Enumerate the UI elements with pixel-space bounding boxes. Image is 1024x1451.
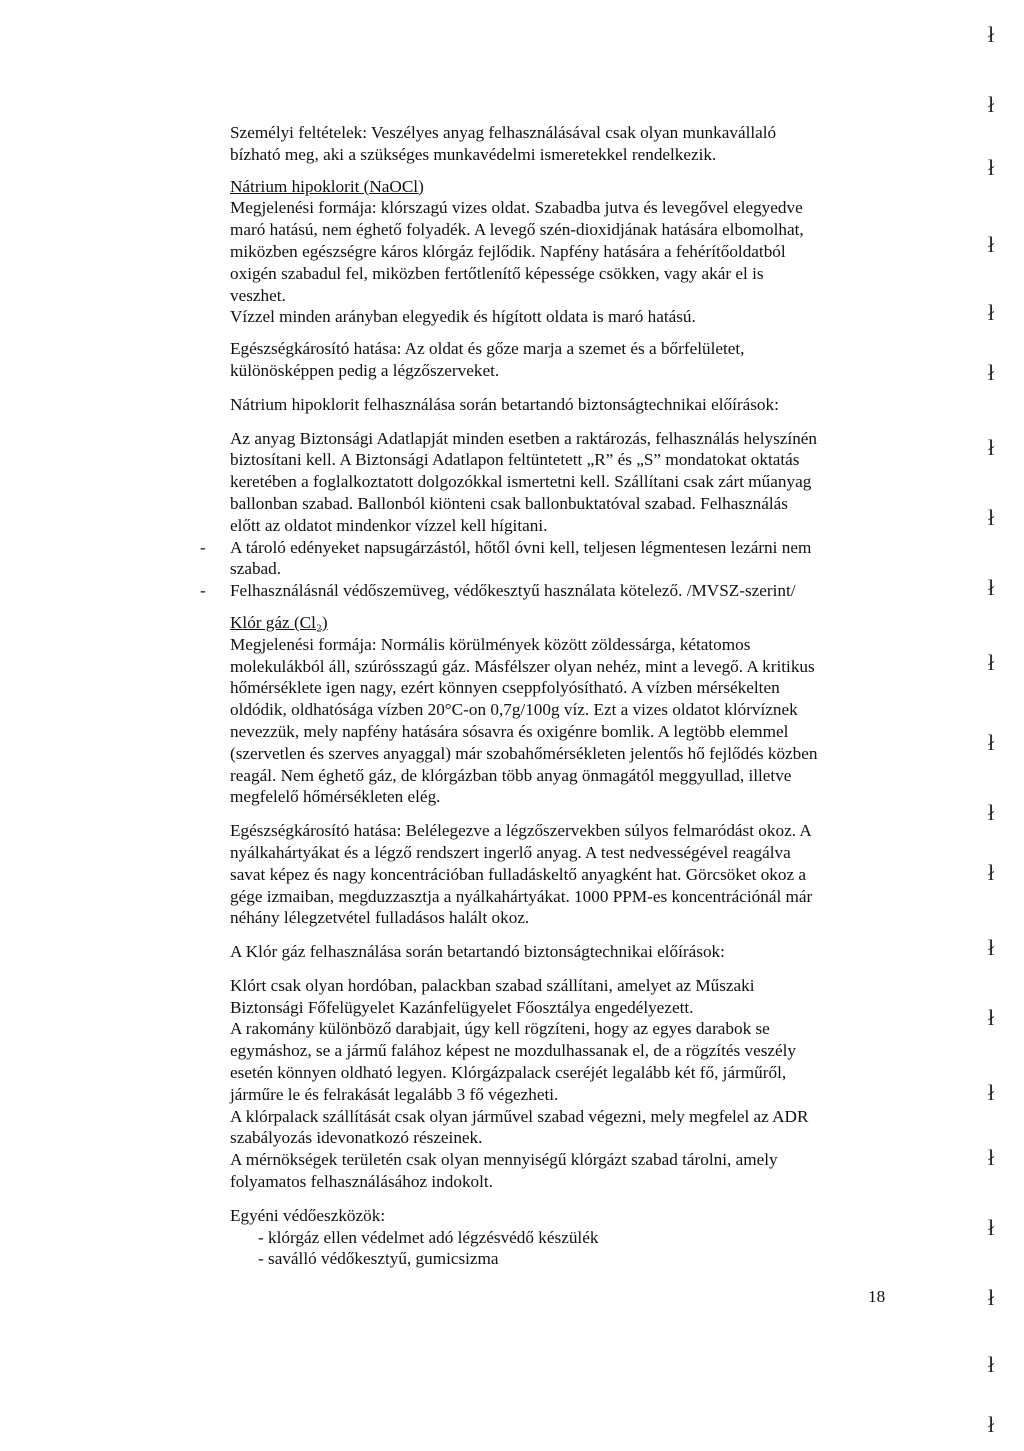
scan-artifact-mark: ł (988, 1080, 995, 1105)
text-line: veszhet. (230, 285, 286, 305)
text-line: ballonban szabad. Ballonból kiönteni csak ballonbuktatóval szabad. Felhasználás (230, 493, 788, 513)
chlorine-heading: Klór gáz (Cl₂) (230, 612, 328, 632)
scan-artifact-mark: ł (988, 650, 995, 675)
intro-paragraph (230, 122, 912, 166)
text-line: Vízzel minden arányban elegyedik és hígított oldata is maró hatású. (230, 307, 696, 327)
scan-artifact-mark: ł (988, 232, 995, 257)
dash-bullet: - (200, 581, 206, 601)
text-line: molekulákból áll, szúrósszagú gáz. Másfélszer olyan nehéz, mint a levegő. A kritikus (230, 656, 815, 676)
text-line: oxigén szabadul fel, miközben fertőtlenítő képessége csökken, vagy akár el is (230, 263, 764, 283)
text-line: keretében a foglalkoztatott dolgozókkal ismertetni kell. Szállítani csak zárt műanyag (230, 472, 812, 492)
chlorine-rules-title: A Klór gáz felhasználása során betartandó biztonságtechnikai előírások: (230, 942, 725, 962)
text-line: Biztonsági Főfelügyelet Kazánfelügyelet Főosztálya engedélyezett. (230, 997, 694, 1017)
text-line: szabályozás idevonatkozó részeinek. (230, 1128, 483, 1148)
text-line: megfelelő hőmérsékleten elég. (230, 787, 441, 807)
text-line: Személyi feltételek: Veszélyes anyag felhasználásával csak olyan munkavállaló (230, 123, 777, 142)
text-line: A tároló edényeket napsugárzástól, hőtől óvni kell, teljesen légmentesen lezárni nem (230, 537, 812, 557)
naocl-heading: Nátrium hipoklorit (NaOCl) (230, 176, 424, 196)
naocl-dash-item-protection (200, 580, 912, 602)
text-line: maró hatású, nem éghető folyadék. A levegő szén-dioxidjának hatására elbomolhat, (230, 220, 804, 240)
text-line: néhány lélegzetvétel fulladásos halált okoz. (230, 908, 530, 928)
text-line: gége izmaiban, megduzzasztja a nyálkahártyákat. 1000 PPM-es koncentrációnál már (230, 886, 813, 906)
scan-artifact-mark: ł (988, 22, 995, 47)
scan-artifact-mark: ł (988, 935, 995, 960)
scan-artifact-mark: ł (988, 92, 995, 117)
text-line: különösképpen pedig a légzőszerveket. (230, 360, 500, 380)
naocl-rules-title: Nátrium hipoklorit felhasználása során betartandó biztonságtechnikai előírások: (230, 394, 779, 414)
text-line: folyamatos felhasználásához indokolt. (230, 1172, 493, 1192)
ppe-title: Egyéni védőeszközök: (230, 1205, 386, 1225)
text-line: Az anyag Biztonsági Adatlapját minden esetben a raktározás, felhasználás helyszínén (230, 428, 818, 448)
scan-artifact-mark: ł (988, 155, 995, 180)
text-line: előtt az oldatot mindenkor vízzel kell hígitani. (230, 515, 548, 535)
text-line: oldódik, oldhatósága vízben 20°C-on 0,7g/100g víz. Ezt a vizes oldatot klórvíznek (230, 700, 798, 720)
text-line: Felhasználásnál védőszemüveg, védőkesztyű használata kötelező. /MVSZ-szerint/ (230, 581, 796, 601)
text-line: biztosítani kell. A Biztonsági Adatlapon feltüntetett „R” és „S” mondatokat oktatás (230, 450, 800, 470)
scan-artifact-mark: ł (988, 1215, 995, 1240)
naocl-dash-item-storage (200, 537, 912, 581)
scan-artifact-mark: ł (988, 505, 995, 530)
text-line: A klórpalack szállítását csak olyan járművel szabad végezni, mely megfelel az ADR (230, 1106, 809, 1126)
chlorine-rules (230, 975, 912, 1193)
text-line: Egészségkárosító hatása: Belélegezve a légzőszervekben súlyos felmaródást okoz. A (230, 821, 812, 841)
text-line: reagál. Nem éghető gáz, de klórgázban több anyag önmagától meggyullad, illetve (230, 765, 792, 785)
text-line: hőmérséklete igen nagy, ezért könnyen cseppfolyósítható. A vízben mérsékelten (230, 678, 780, 698)
text-line: bízható meg, aki a szükséges munkavédelmi ismeretekkel rendelkezik. (230, 144, 717, 164)
text-line: esetén könnyen oldható legyen. Klórgázpalack cseréjét legalább két fő, járműről, (230, 1063, 787, 1083)
chlorine-description (230, 634, 912, 808)
text-line: Egészségkárosító hatása: Az oldat és gőze marja a szemet és a bőrfelületet, (230, 339, 745, 359)
list-item: - saválló védőkesztyű, gumicsizma (258, 1249, 499, 1269)
text-line: Megjelenési formája: klórszagú vizes oldat. Szabadba jutva és levegővel elegyedve (230, 198, 803, 218)
text-line: egymáshoz, se a jármű falához képest ne mozdulhassanak el, de a rögzítés veszély (230, 1041, 797, 1061)
scan-artifact-mark: ł (988, 1412, 995, 1437)
page-number: 18 (868, 1287, 886, 1306)
scan-artifact-mark: ł (988, 435, 995, 460)
text-line: (szervetlen és szerves anyaggal) már szobahőmérsékleten jelentős hő fejlődés közben (230, 743, 818, 763)
scan-artifact-mark: ł (988, 1005, 995, 1030)
chlorine-health-effects (230, 820, 912, 929)
text-line: szabad. (230, 559, 282, 579)
text-line: A rakomány különböző darabjait, úgy kell rögzíteni, hogy az egyes darabok se (230, 1019, 770, 1039)
dash-bullet: - (200, 537, 206, 557)
scan-artifact-mark: ł (988, 360, 995, 385)
text-line: járműre le és felrakását legalább 3 fő végezheti. (230, 1084, 559, 1104)
list-item: - klórgáz ellen védelmet adó légzésvédő készülék (258, 1227, 599, 1247)
scan-artifact-mark: ł (988, 800, 995, 825)
scan-artifact-mark: ł (988, 300, 995, 325)
document-body (200, 122, 912, 1270)
scan-artifact-mark: ł (988, 730, 995, 755)
naocl-rules (230, 428, 912, 537)
naocl-health-effects (230, 338, 912, 382)
text-line: A mérnökségek területén csak olyan mennyiségű klórgázt szabad tárolni, amely (230, 1150, 778, 1170)
text-line: nevezzük, mely napfény hatására sósavra és oxigénre bomlik. A legtöbb elemmel (230, 721, 789, 741)
scan-artifact-mark: ł (988, 860, 995, 885)
ppe-list (230, 1227, 912, 1271)
text-line: miközben egészségre káros klórgáz fejlődik. Napfény hatására a fehérítőoldatból (230, 241, 786, 261)
naocl-description (230, 197, 912, 328)
text-line: nyálkahártyákat és a légző rendszert ingerlő anyag. A test nedvességével reagálva (230, 842, 791, 862)
scan-artifact-mark: ł (988, 575, 995, 600)
scan-artifact-mark: ł (988, 1352, 995, 1377)
text-line: savat képez és nagy koncentrációban fulladáskeltő anyagként hat. Görcsöket okoz a (230, 864, 807, 884)
text-line: Megjelenési formája: Normális körülmények között zöldessárga, kétatomos (230, 634, 751, 654)
scan-artifact-mark: ł (988, 1285, 995, 1310)
scan-artifact-mark: ł (988, 1145, 995, 1170)
text-line: Klórt csak olyan hordóban, palackban szabad szállítani, amelyet az Műszaki (230, 975, 755, 995)
